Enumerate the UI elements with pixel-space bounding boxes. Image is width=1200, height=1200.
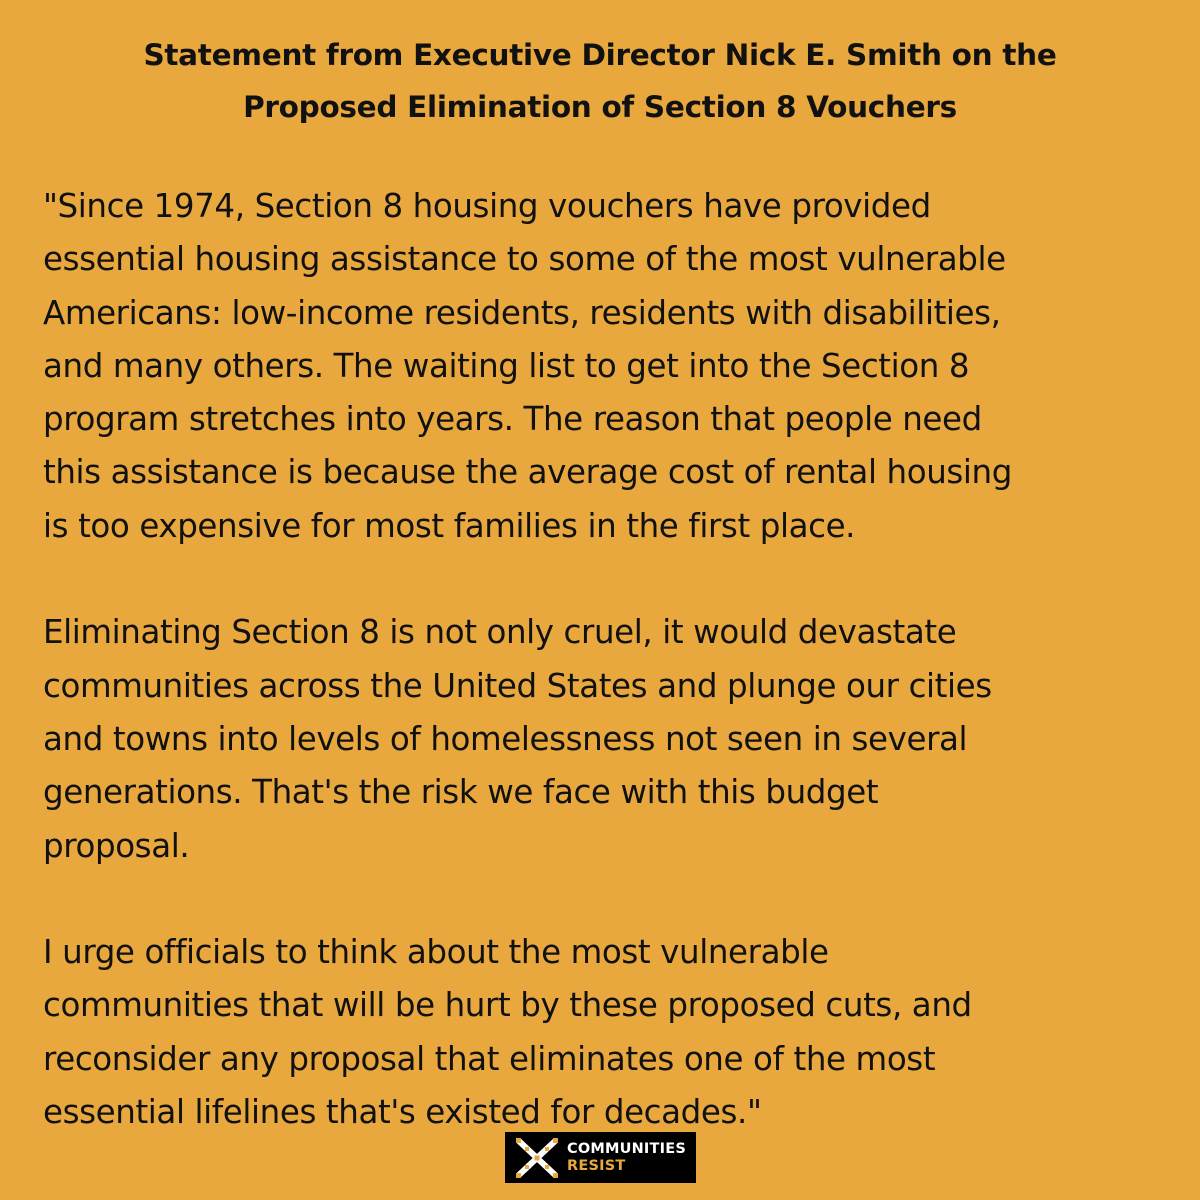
statement-paragraph-3 xyxy=(43,926,1173,1139)
statement-paragraph-2 xyxy=(43,606,1173,872)
logo-line-1: COMMUNITIES xyxy=(567,1140,686,1157)
paragraph-line: essential housing assistance to some of the most vulnerable xyxy=(43,240,1006,279)
logo-wordmark xyxy=(567,1141,686,1175)
paragraph-line: this assistance is because the average cost of rental housing xyxy=(43,453,1012,492)
title-line-1: Statement from Executive Director Nick E. Smith on the xyxy=(143,38,1057,72)
paragraph-line: "Since 1974, Section 8 housing vouchers have provided xyxy=(43,187,931,225)
paragraph-line: reconsider any proposal that eliminates one of the most xyxy=(43,1039,936,1078)
title-line-2: Proposed Elimination of Section 8 Vouchers xyxy=(243,90,957,124)
paragraph-line: generations. That's the risk we face with this budget xyxy=(43,773,879,812)
paragraph-line: is too expensive for most families in the first place. xyxy=(43,506,856,545)
statement-title xyxy=(0,29,1200,133)
paragraph-line: essential lifelines that's existed for decades." xyxy=(43,1093,762,1132)
communities-resist-mark-icon xyxy=(515,1138,559,1178)
paragraph-line: I urge officials to think about the most vulnerable xyxy=(43,933,829,972)
paragraph-line: communities that will be hurt by these proposed cuts, and xyxy=(43,986,972,1025)
paragraph-line: and many others. The waiting list to get into the Section 8 xyxy=(43,346,970,385)
communities-resist-logo xyxy=(505,1132,696,1183)
paragraph-line: Americans: low-income residents, residents with disabilities, xyxy=(43,293,1001,332)
paragraph-line: program stretches into years. The reason that people need xyxy=(43,400,982,439)
paragraph-line: Eliminating Section 8 is not only cruel, it would devastate xyxy=(43,613,957,652)
paragraph-line: proposal. xyxy=(43,826,190,865)
statement-paragraph-1 xyxy=(43,180,1173,553)
paragraph-line: communities across the United States and plunge our cities xyxy=(43,666,992,705)
logo-line-2: RESIST xyxy=(567,1157,626,1174)
statement-body xyxy=(43,180,1173,1193)
paragraph-line: and towns into levels of homelessness not seen in several xyxy=(43,719,968,758)
